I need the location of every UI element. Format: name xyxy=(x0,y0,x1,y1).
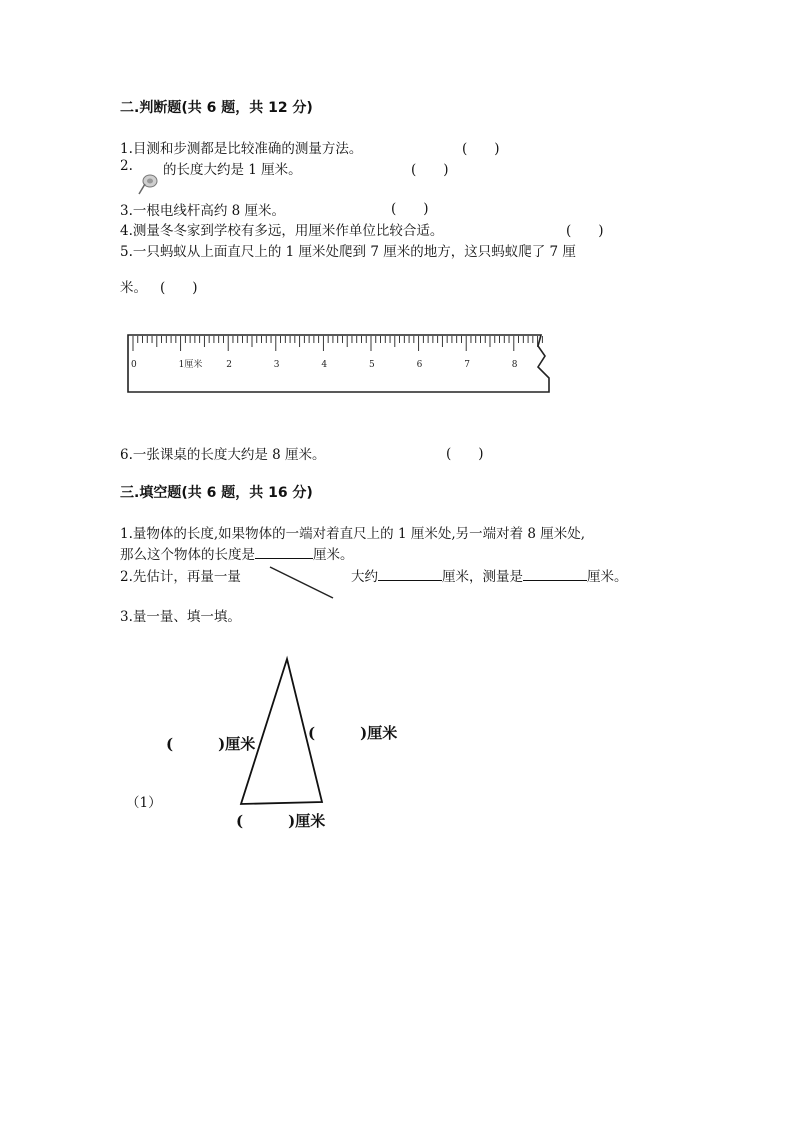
fill-question-3: 3.量一量、填一填。 xyxy=(120,609,241,625)
judge-question-2-number: 2. xyxy=(120,158,133,174)
answer-paren-1[interactable]: ( ) xyxy=(462,141,500,157)
fill-question-1-line1: 1.量物体的长度,如果物体的一端对着直尺上的 1 厘米处,另一端对着 8 厘米处, xyxy=(120,526,586,542)
triangle-right-side-answer[interactable]: ( )厘米 xyxy=(308,724,398,742)
fill-question-2-suffix: 厘米。 xyxy=(587,569,628,585)
judge-question-2: 的长度大约是 1 厘米。 xyxy=(163,162,302,178)
ruler-figure xyxy=(0,0,794,420)
ruler-label: 8 xyxy=(511,360,518,370)
answer-blank-1[interactable] xyxy=(255,543,313,559)
ruler-label: 2 xyxy=(226,360,232,370)
answer-paren-4[interactable]: ( ) xyxy=(566,223,604,239)
fill-question-2-measure-label: 厘米，测量是 xyxy=(442,569,523,585)
answer-paren-2[interactable]: ( ) xyxy=(411,162,449,178)
triangle-left-side-answer[interactable]: ( )厘米 xyxy=(166,735,256,753)
ruler-label: 0 xyxy=(131,360,137,370)
judge-question-3: 3.一根电线杆高约 8 厘米。 xyxy=(120,203,286,219)
answer-blank-estimate[interactable] xyxy=(378,565,442,581)
fill-question-2-estimate-label: 大约 xyxy=(351,569,378,585)
fill-question-1-suffix: 厘米。 xyxy=(313,547,354,563)
fill-question-2-prefix: 2.先估计，再量一量 xyxy=(120,569,241,585)
ruler-label: 7 xyxy=(464,360,470,370)
ruler-label: 1厘米 xyxy=(178,360,203,370)
fill-question-1-prefix: 那么这个物体的长度是 xyxy=(120,547,255,563)
judge-question-5-line1: 5.一只蚂蚁从上面直尺上的 1 厘米处爬到 7 厘米的地方，这只蚂蚁爬了 7 厘 xyxy=(120,244,576,260)
triangle-bottom-side-answer[interactable]: ( )厘米 xyxy=(236,812,326,830)
section3-heading: 三.填空题(共 6 题，共 16 分) xyxy=(120,485,313,501)
judge-question-6: 6.一张课桌的长度大约是 8 厘米。 xyxy=(120,447,326,463)
ruler-label: 5 xyxy=(369,360,375,370)
answer-paren-5[interactable]: ( ) xyxy=(160,280,198,296)
judge-question-5-line2: 米。 xyxy=(120,280,147,296)
fill-question-2 xyxy=(351,565,628,585)
answer-blank-measure[interactable] xyxy=(523,565,587,581)
measure-segment xyxy=(262,560,342,604)
judge-question-4: 4.测量冬冬家到学校有多远，用厘米作单位比较合适。 xyxy=(120,223,444,239)
ruler-label: 4 xyxy=(321,360,328,370)
section2-heading: 二.判断题(共 6 题，共 12 分) xyxy=(120,100,313,116)
part-label-1: （1） xyxy=(126,795,162,811)
answer-paren-6[interactable]: ( ) xyxy=(446,446,484,462)
answer-paren-3[interactable]: ( ) xyxy=(391,201,429,217)
judge-question-1: 1.目测和步测都是比较准确的测量方法。 xyxy=(120,141,363,157)
ruler-label: 6 xyxy=(416,360,423,370)
ruler-label: 3 xyxy=(273,360,280,370)
